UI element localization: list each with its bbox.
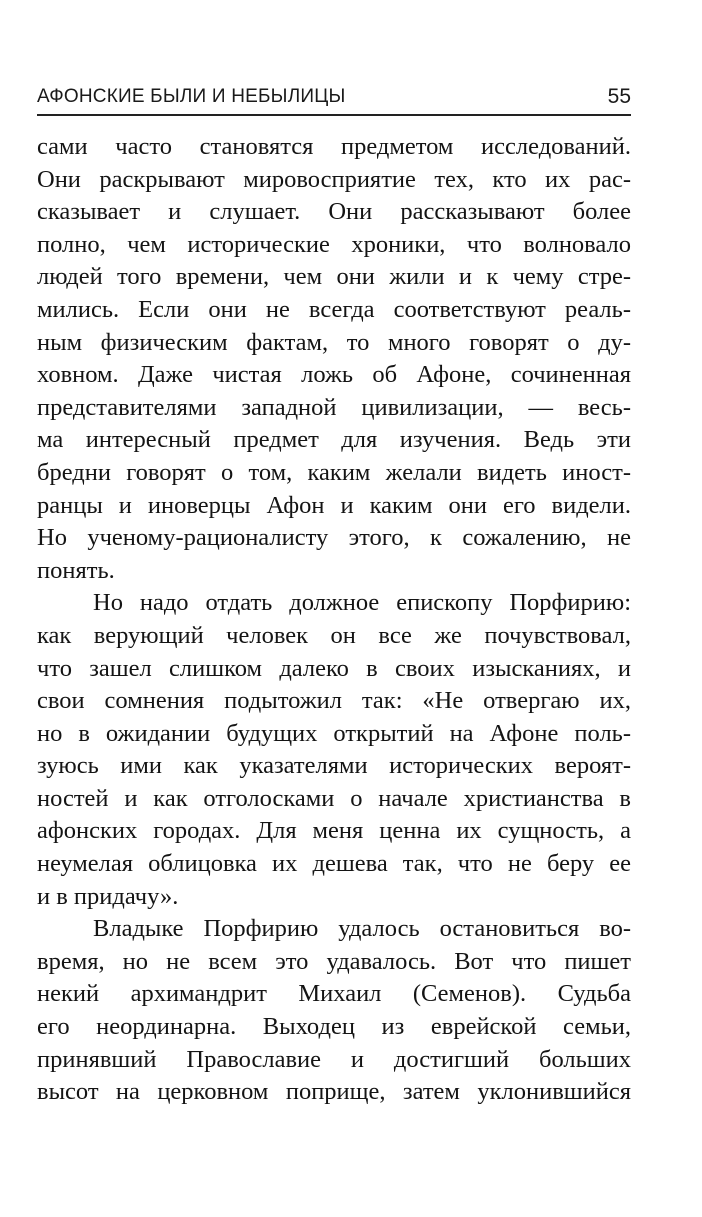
text-line: но в ожидании будущих открытий на Афоне поль- (37, 719, 631, 747)
text-line: Но надо отдать должное епископу Порфирию: (93, 589, 631, 617)
text-line: ховном. Даже чистая ложь об Афоне, сочиненная (37, 361, 631, 389)
body-text (37, 131, 631, 1109)
text-line: людей того времени, чем они жили и к чему стре- (37, 263, 631, 291)
text-line: неумелая облицовка их дешева так, что не беру ее (37, 850, 631, 878)
paragraph (37, 131, 631, 587)
text-line: Они раскрывают мировосприятие тех, кто их рас- (37, 165, 631, 193)
text-line: мились. Если они не всегда соответствуют реаль- (37, 295, 631, 323)
text-line: полно, чем исторические хроники, что волновало (37, 230, 631, 258)
text-line: что зашел слишком далеко в своих изысканиях, и (37, 654, 631, 682)
text-line: его неординарна. Выходец из еврейской семьи, (37, 1013, 631, 1041)
text-line: ма интересный предмет для изучения. Ведь эти (37, 426, 631, 454)
text-line: высот на церковном поприще, затем уклонившийся (37, 1078, 631, 1106)
text-line: сказывает и слушает. Они рассказывают более (37, 198, 631, 226)
text-line: некий архимандрит Михаил (Семенов). Судьба (37, 980, 631, 1008)
text-line: Владыке Порфирию удалось остановиться во- (93, 915, 631, 943)
text-line: свои сомнения подытожил так: «Не отвергаю их, (37, 687, 631, 715)
text-line: Но ученому-рационалисту этого, к сожалению, не (37, 524, 631, 552)
text-line: как верующий человек он все же почувствовал, (37, 621, 631, 649)
running-title: АФОНСКИЕ БЫЛИ И НЕБЫЛИЦЫ (37, 86, 346, 107)
text-line: и в придачу». (37, 882, 179, 910)
text-line: понять. (37, 556, 115, 584)
text-line: афонских городах. Для меня ценна их сущность, а (37, 817, 631, 845)
page-number: 55 (607, 85, 631, 108)
paragraph (37, 913, 631, 1109)
text-line: ранцы и иноверцы Афон и каким они его видели. (37, 491, 631, 519)
text-line: принявший Православие и достигший больших (37, 1045, 631, 1073)
text-line: ностей и как отголосками о начале христианства в (37, 784, 631, 812)
paragraph (37, 587, 631, 913)
text-line: зуюсь ими как указателями исторических вероят- (37, 752, 631, 780)
text-line: представителями западной цивилизации, — весь- (37, 393, 631, 421)
text-line: время, но не всем это удавалось. Вот что пишет (37, 947, 631, 975)
text-line: ным физическим фактам, то много говорят о ду- (37, 328, 631, 356)
text-line: сами часто становятся предметом исследований. (37, 133, 631, 160)
page-header (37, 84, 631, 116)
text-line: бредни говорят о том, каким желали видеть иност- (37, 458, 631, 486)
